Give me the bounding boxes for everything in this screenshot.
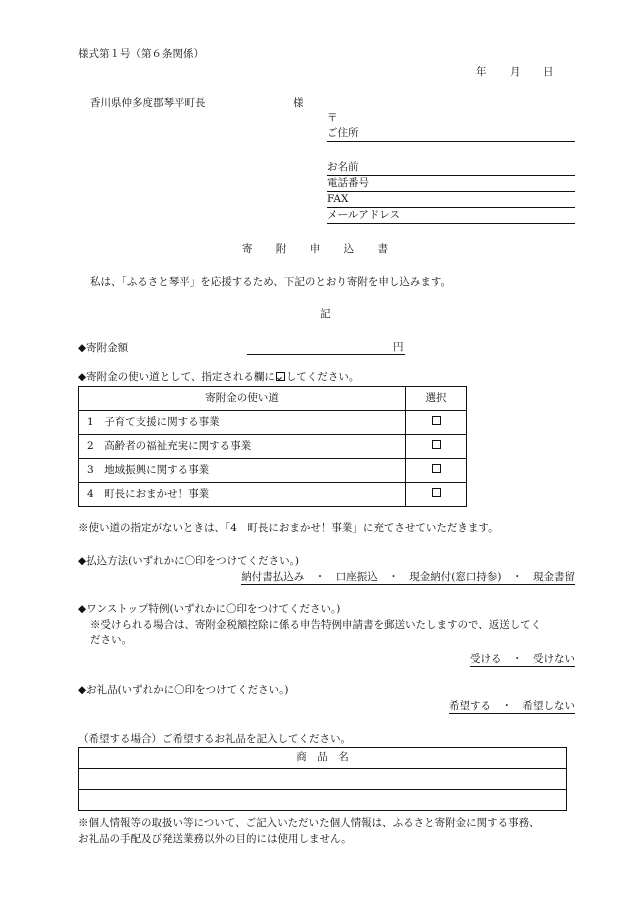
privacy-note-line1: ※個人情報等の取扱い等について、ご記入いただいた個人情報は、ふるさと寄附金に関する事務、 [78,817,540,829]
ki-mark: 記 [320,308,331,320]
onestop-note-line2: ださい。 [90,634,132,646]
product-name-header: 商 品 名 [79,748,567,769]
usage-heading-after: してください。 [285,371,360,383]
select-cell [406,435,467,459]
usage-label: 地域振興に関する事業 [104,463,210,476]
product-entry-field[interactable] [79,769,567,790]
usage-column-header: 寄附金の使い道 [79,387,406,411]
usage-cell [79,411,406,435]
title-char: 寄 [242,243,253,255]
address-label: ご住所 [327,127,359,139]
select-cell [406,483,467,507]
usage-cell [79,459,406,483]
table-row [79,483,467,507]
usage-label: 子育て支援に関する事業 [104,415,220,428]
amount-label: ◆寄附金額 [78,342,129,354]
table-row [79,769,567,790]
date-day: 日 [543,66,554,78]
title-char: 申 [309,243,321,255]
phone-label: 電話番号 [327,177,369,189]
onestop-options[interactable]: 受ける ・ 受けない [470,653,575,667]
name-label: お名前 [327,161,359,173]
fax-field[interactable] [327,193,575,208]
form-title [242,243,388,256]
onestop-note-line1: ※受けられる場合は、寄附金税額控除に係る申告特例申請書を郵送いたしますので、返送してく [90,619,542,631]
table-row [79,459,467,483]
amount-field[interactable] [247,340,405,355]
email-field[interactable] [327,209,575,224]
usage-cell [79,435,406,459]
title-char: 附 [275,243,287,255]
fax-label: FAX [327,193,349,205]
email-label: メールアドレス [327,209,400,221]
usage-number: 2 [87,439,94,452]
amount-unit: 円 [393,341,404,353]
payment-options[interactable]: 納付書払込み ・ 口座振込 ・ 現金納付(窓口持参) ・ 現金書留 [241,571,575,585]
table-header-row [79,748,567,769]
select-checkbox[interactable] [432,440,441,449]
title-char: 込 [343,243,355,255]
select-checkbox[interactable] [432,464,441,473]
usage-heading [78,371,359,384]
select-checkbox[interactable] [432,416,441,425]
select-cell [406,411,467,435]
gift-product-table [78,747,567,811]
gift-heading: ◆お礼品(いずれかに〇印をつけてください。) [78,684,289,696]
usage-number: 3 [87,463,94,476]
date-month: 月 [510,66,521,78]
usage-cell [79,483,406,507]
postal-mark: 〒 [327,112,338,124]
table-row [79,411,467,435]
title-char: 書 [377,243,388,255]
select-cell [406,459,467,483]
gift-wish-heading: （希望する場合）ご希望するお礼品を記入してください。 [78,733,351,745]
checked-box-icon [276,372,285,381]
payment-heading: ◆払込方法(いずれかに〇印をつけてください。) [78,555,300,567]
addressee-name: 香川県仲多度郡琴平町長 [90,97,206,109]
select-checkbox[interactable] [432,488,441,497]
gift-options[interactable]: 希望する ・ 希望しない [449,700,575,714]
select-column-header: 選択 [406,387,467,411]
intro-text: 私は、「ふるさと琴平」を応援するため、下記のとおり寄附を申し込みます。 [90,276,451,288]
usage-heading-before: ◆寄附金の使い道として、指定される欄に [78,371,275,383]
usage-number: 1 [87,415,94,428]
privacy-note-line2: お礼品の手配及び発送業務以外の目的には使用しません。 [78,833,352,845]
table-header-row [79,387,467,411]
form-number: 様式第１号（第６条関係） [78,48,204,60]
table-row [79,790,567,811]
usage-table [78,386,467,507]
address-field[interactable] [327,127,575,142]
product-entry-field[interactable] [79,790,567,811]
usage-note: ※使い道の指定がないときは、「4 町長におまかせ！事業」に充てさせていただきます。 [78,522,499,534]
usage-label: 高齢者の福祉充実に関する事業 [104,439,252,452]
name-field[interactable] [327,161,575,176]
date-year: 年 [476,66,487,78]
addressee-honorific: 様 [293,97,304,109]
phone-field[interactable] [327,177,575,192]
table-row [79,435,467,459]
usage-label: 町長におまかせ！事業 [104,487,210,500]
onestop-heading: ◆ワンストップ特例(いずれかに〇印をつけてください。) [78,603,341,615]
usage-number: 4 [87,487,94,500]
